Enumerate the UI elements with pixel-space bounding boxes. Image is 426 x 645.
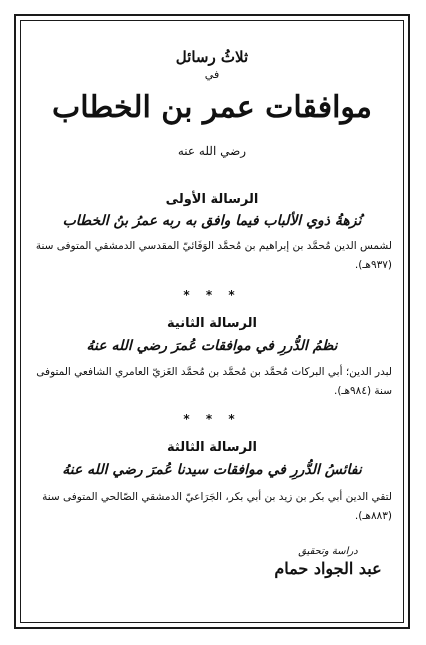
section-1-label: الرسالة الأولى [165, 192, 259, 207]
collection-title: ثلاثُ رسائل [175, 48, 249, 66]
page-content [26, 26, 398, 616]
section-1-work-title: نُزهةُ ذوي الألباب فيما وافق به ربه عمرُ بنُ الخطاب [62, 213, 362, 229]
section-2-label: الرسالة الثانية [167, 316, 257, 331]
editor-name: عبد الجواد حمام [274, 559, 382, 578]
editor-label: دراسة وتحقيق [298, 546, 358, 557]
separator-2: * * * [183, 412, 241, 426]
section-2-description: لبدر الدين؛ أبي البركات مُحمَّد بن مُحمَّد بن مُحمَّد الغَزيّ العامري الشافعي المتوفى سنة (٩٨٤هـ). [36, 366, 392, 397]
section-2-work-title: نظمُ الدُّررِ في موافقات عُمرَ رضي الله عنهُ [86, 338, 338, 354]
section-3-label: الرسالة الثالثة [167, 440, 257, 455]
separator-1: * * * [183, 288, 241, 302]
title-blessing: رضي الله عنه [177, 144, 247, 158]
section-1-description: لشمس الدين مُحمَّد بن إبراهيم بن مُحمَّد الوَفَائيّ المقدسي الدمشقي المتوفى سنة (٩٣٧هـ). [35, 240, 392, 271]
editor-credit [258, 546, 398, 578]
section-3-description: لتقي الدين أبي بكر بن زيد بن أبي بكر، الجَرَاعيّ الدمشقي الصّالحي المتوفى سنة (٨٨٣هـ). [42, 491, 392, 522]
section-3-work-title: نفائسُ الدُّررِ في موافقات سيدنا عُمرَ رضي الله عنهُ [62, 462, 362, 478]
title-connector: في [204, 68, 220, 81]
main-title: موافقات عمر بن الخطاب [52, 90, 372, 125]
